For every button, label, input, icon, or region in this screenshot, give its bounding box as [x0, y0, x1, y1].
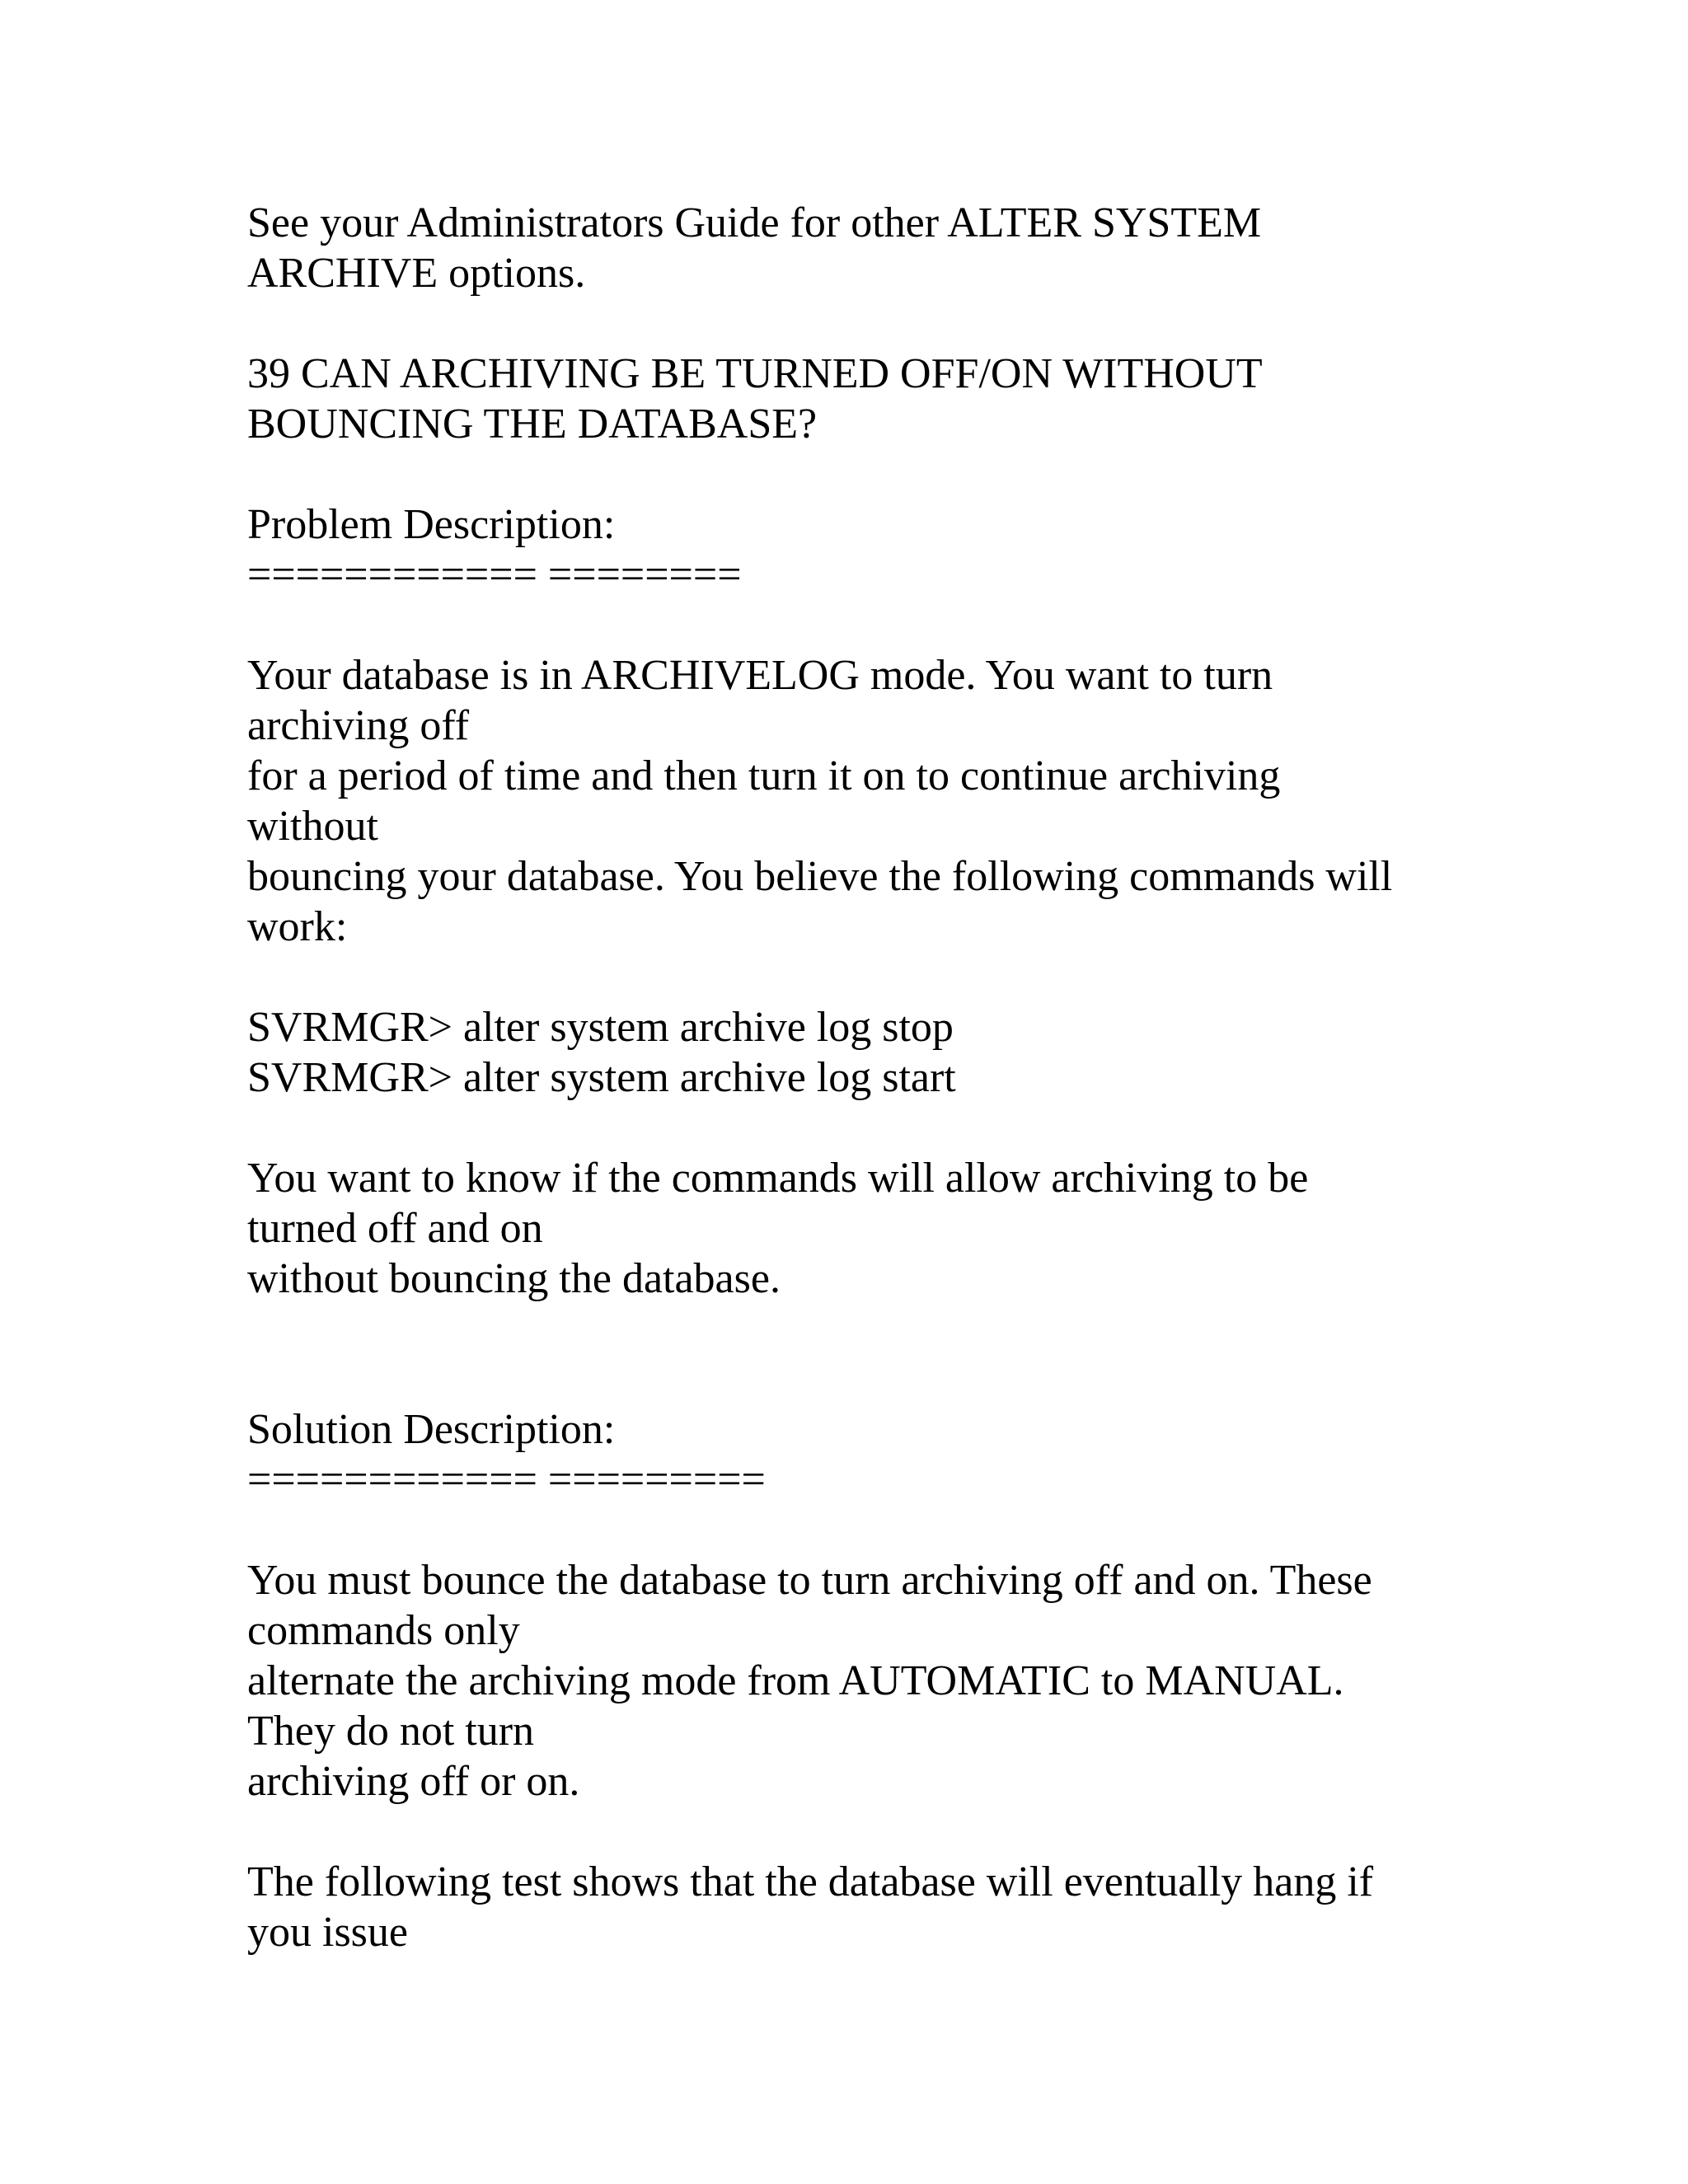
document-body: [247, 198, 1451, 1957]
command-line: SVRMGR> alter system archive log stop: [247, 1004, 954, 1051]
intro-line: See your Administrators Guide for other ALTER SYSTEM: [247, 199, 1262, 246]
command-line: SVRMGR> alter system archive log start: [247, 1054, 956, 1101]
test-line: you issue: [247, 1909, 408, 1956]
question-line: You want to know if the commands will allow archiving to be: [247, 1155, 1309, 1202]
solution-line: archiving off or on.: [247, 1758, 580, 1805]
paragraph-gap: [247, 600, 1451, 650]
solution-line: You must bounce the database to turn archiving off and on. These: [247, 1557, 1372, 1604]
paragraph-gap: [247, 1103, 1451, 1153]
problem-line: archiving off: [247, 702, 470, 749]
problem-line: bouncing your database. You believe the following commands will: [247, 853, 1393, 900]
problem-line: Your database is in ARCHIVELOG mode. You want to turn: [247, 652, 1273, 699]
paragraph-gap: [247, 952, 1451, 1002]
solution-line: They do not turn: [247, 1708, 535, 1755]
paragraph-gap: [247, 1807, 1451, 1857]
test-line: The following test shows that the database will eventually hang if: [247, 1858, 1374, 1905]
problem-line: for a period of time and then turn it on to continue archiving: [247, 752, 1281, 799]
paragraph-gap: [247, 298, 1451, 349]
paragraph-gap: [247, 1304, 1451, 1354]
solution-underline-rule: ============ =========: [247, 1456, 766, 1503]
question-line: without bouncing the database.: [247, 1255, 781, 1302]
problem-line: without: [247, 803, 378, 850]
solution-line: commands only: [247, 1607, 520, 1654]
paragraph-gap: [247, 449, 1451, 499]
paragraph-gap: [247, 1354, 1451, 1404]
paragraph-gap: [247, 1505, 1451, 1555]
problem-label: Problem Description:: [247, 501, 616, 548]
section-heading-line: 39 CAN ARCHIVING BE TURNED OFF/ON WITHOUT: [247, 350, 1263, 397]
question-line: turned off and on: [247, 1205, 543, 1252]
problem-underline-rule: ============ ========: [247, 551, 742, 598]
solution-line: alternate the archiving mode from AUTOMATIC to MANUAL.: [247, 1657, 1344, 1704]
section-heading-line: BOUNCING THE DATABASE?: [247, 401, 818, 448]
solution-label: Solution Description:: [247, 1406, 616, 1453]
intro-line: ARCHIVE options.: [247, 250, 586, 297]
problem-line: work:: [247, 903, 348, 950]
